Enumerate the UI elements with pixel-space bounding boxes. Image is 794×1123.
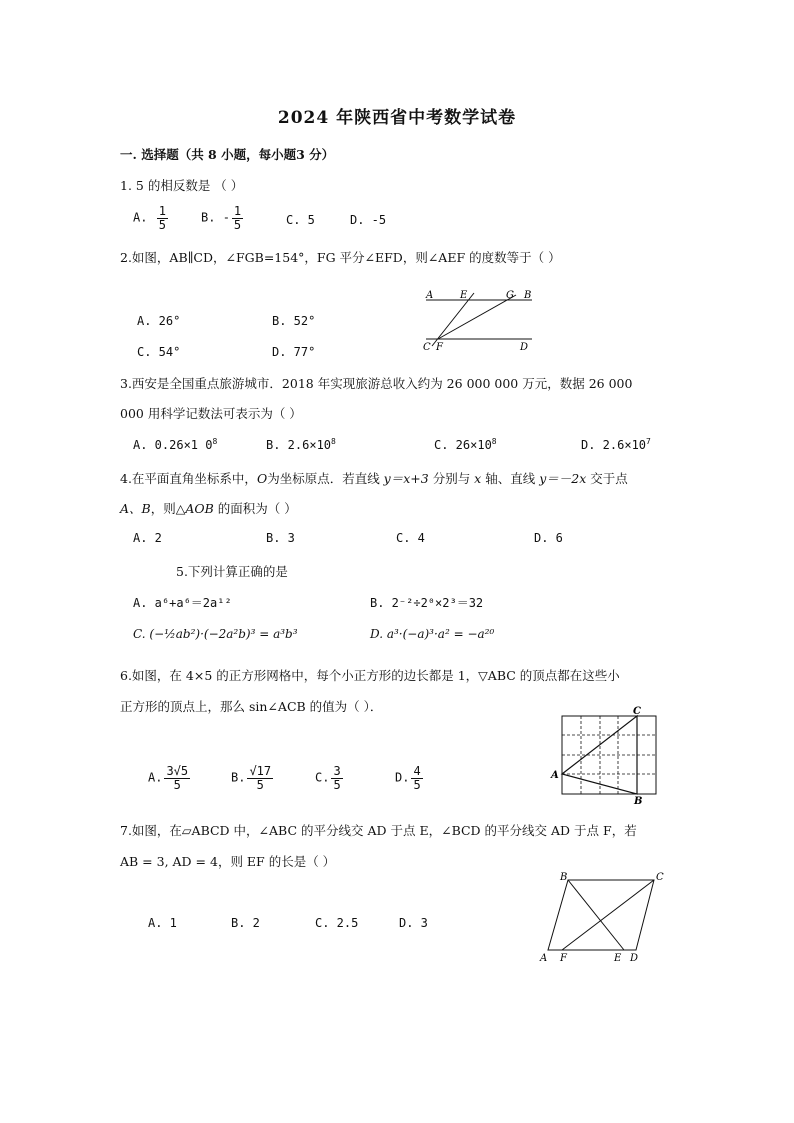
fig7-label-c: C — [656, 872, 664, 883]
question-5-stem: 5.下列计算正确的是 — [176, 564, 288, 579]
fig7-label-d: D — [630, 953, 639, 964]
q5-option-d: D. a³·(−a)³·a² = −a²⁰ — [370, 627, 495, 641]
q4-option-c: C. 4 — [396, 531, 425, 545]
q1-option-a: A. $\frac{1}{5}$ — [133, 204, 166, 232]
q2-option-d: D. 77° — [272, 345, 316, 359]
question-4-line-2: A、B，则△AOB 的面积为（ ） — [120, 501, 297, 516]
q2-option-a: A. 26° — [137, 314, 181, 328]
question-3-line-2: 000 用科学记数法可表示为（ ） — [120, 406, 302, 421]
page-title: 2024 年陕西省中考数学试卷 — [277, 108, 517, 128]
fig6-label-b: B — [634, 796, 643, 806]
fig2-label-f: F — [436, 342, 443, 353]
fig7-label-e: E — [614, 953, 622, 964]
question-7-line-2: AB = 3, AD = 4，则 EF 的长是（ ） — [120, 854, 336, 869]
fig2-label-c: C — [423, 342, 431, 353]
q5-option-a: A. a⁶+a⁶＝2a¹² — [133, 596, 232, 610]
q4-option-d: D. 6 — [534, 531, 563, 545]
q3-option-a: A. 0.26×1 $0^8$ — [133, 437, 218, 452]
q3-option-c: C. $26\times 10^8$ — [434, 437, 497, 452]
q2-option-b: B. 52° — [272, 314, 316, 328]
fig2-label-a: A — [426, 290, 434, 301]
q1-option-d: D. -5 — [350, 213, 387, 227]
q6-grid-figure — [548, 704, 662, 806]
q5-option-c: C. (−½ab²)·(−2a²b)³ = a³b³ — [133, 627, 298, 641]
question-2-stem: 2.如图，AB∥CD，∠FGB=154°，FG 平分∠EFD，则∠AEF 的度数等于（ ） — [120, 250, 561, 265]
question-1-stem: 1. 5 的相反数是 （ ） — [120, 178, 244, 193]
fig7-label-b: B — [560, 872, 568, 883]
q1-option-c: C. 5 — [286, 213, 315, 227]
q7-option-b: B. 2 — [231, 916, 260, 930]
q3-option-d: D. $2.6\times 10^7$ — [581, 437, 651, 452]
question-3-line-1: 3.西安是全国重点旅游城市．2018 年实现旅游总收入约为 26 000 000 万元，数据 26 000 — [120, 376, 633, 391]
q6-option-b: B. $\frac{√17}{5}$ — [231, 764, 272, 792]
q5-option-b: B. 2⁻²÷2⁰×2³＝32 — [370, 596, 484, 610]
section-heading: 一. 选择题（共 8 小题，每小题3 分） — [120, 147, 335, 162]
q7-option-c: C. 2.5 — [315, 916, 359, 930]
q4-option-b: B. 3 — [266, 531, 295, 545]
q4-option-a: A. 2 — [133, 531, 162, 545]
fig7-label-a: A — [540, 953, 548, 964]
fig6-label-c: C — [633, 706, 641, 717]
q7-parallelogram-figure — [536, 868, 672, 966]
q3-option-b: B. $2.6\times 10^8$ — [266, 437, 336, 452]
question-6-line-1: 6.如图，在 4×5 的正方形网格中，每个小正方形的边长都是 1，▽ABC 的顶点都在这些小 — [120, 668, 620, 683]
fig7-label-f: F — [560, 953, 567, 964]
question-4-line-1: 4.在平面直角坐标系中，O为坐标原点．若直线 y＝x+3 分别与 x 轴、直线 y＝－2x 交于点 — [120, 471, 628, 486]
fig2-label-b: B — [524, 290, 532, 301]
q6-option-c: C. $\frac{3}{5}$ — [315, 764, 341, 792]
q2-parallel-lines-figure — [420, 286, 540, 354]
fig2-label-e: E — [460, 290, 468, 301]
question-6-line-2: 正方形的顶点上，那么 sin∠ACB 的值为（ ）． — [120, 699, 383, 714]
fig2-label-d: D — [520, 342, 529, 353]
q6-option-a: A. $\frac{3√5}{5}$ — [148, 764, 189, 792]
q2-option-c: C. 54° — [137, 345, 181, 359]
q6-option-d: D. $\frac{4}{5}$ — [395, 764, 421, 792]
fig2-label-g: G — [506, 290, 514, 301]
q1-option-b: B. - $\frac{1}{5}$ — [201, 204, 242, 232]
q7-option-a: A. 1 — [148, 916, 177, 930]
fig6-label-a: A — [551, 770, 559, 781]
q7-option-d: D. 3 — [399, 916, 428, 930]
question-7-line-1: 7.如图，在▱ABCD 中，∠ABC 的平分线交 AD 于点 E，∠BCD 的平分线交 AD 于点 F，若 — [120, 823, 637, 838]
